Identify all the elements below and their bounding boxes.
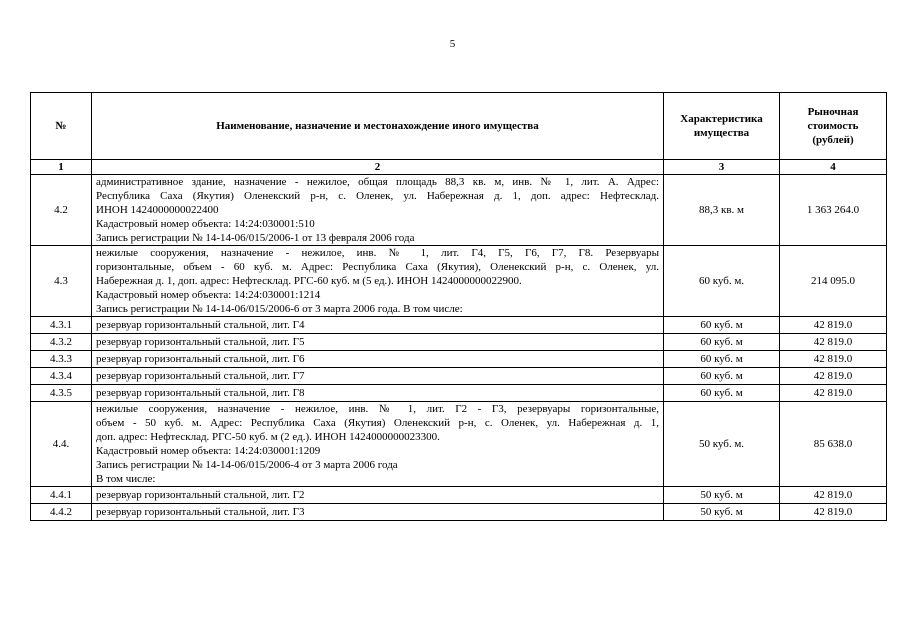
description-line: нежилые сооружения, назначение - нежилое, инв. № 1, лит. Г4, Г5, Г6, Г7, Г8. Резервуары bbox=[96, 247, 659, 259]
row-description: резервуар горизонтальный стальной, лит. Г8 bbox=[92, 385, 664, 402]
row-value: 214 095.0 bbox=[780, 246, 887, 317]
description-line: Запись регистрации № 14-14-06/015/2006-6 от 3 марта 2006 года. В том числе: bbox=[96, 303, 463, 315]
header-value-line2: стоимость bbox=[807, 120, 859, 132]
table-row bbox=[31, 246, 887, 317]
description-line: Запись регистрации № 14-14-06/015/2006-4 от 3 марта 2006 года bbox=[96, 459, 398, 471]
row-characteristic: 60 куб. м. bbox=[664, 246, 780, 317]
row-description: резервуар горизонтальный стальной, лит. Г6 bbox=[92, 351, 664, 368]
row-value: 42 819.0 bbox=[780, 385, 887, 402]
table-row bbox=[31, 175, 887, 246]
row-value: 42 819.0 bbox=[780, 351, 887, 368]
row-value: 42 819.0 bbox=[780, 334, 887, 351]
row-description bbox=[92, 402, 664, 487]
column-number-3: 3 bbox=[664, 160, 780, 175]
row-number: 4.3.1 bbox=[31, 317, 92, 334]
row-number: 4.3.5 bbox=[31, 385, 92, 402]
table-header-row bbox=[31, 93, 887, 160]
row-number: 4.3.2 bbox=[31, 334, 92, 351]
table-row bbox=[31, 504, 887, 521]
description-line: Кадастровый номер объекта: 14:24:030001:510 bbox=[96, 218, 315, 230]
row-characteristic: 50 куб. м bbox=[664, 487, 780, 504]
table-row bbox=[31, 351, 887, 368]
row-description: резервуар горизонтальный стальной, лит. Г5 bbox=[92, 334, 664, 351]
row-description: резервуар горизонтальный стальной, лит. Г3 bbox=[92, 504, 664, 521]
header-characteristic-line1: Характеристика bbox=[680, 113, 763, 125]
row-description: резервуар горизонтальный стальной, лит. Г7 bbox=[92, 368, 664, 385]
row-description bbox=[92, 246, 664, 317]
row-number: 4.3 bbox=[31, 246, 92, 317]
table-row bbox=[31, 402, 887, 487]
property-table bbox=[30, 92, 887, 521]
row-description: резервуар горизонтальный стальной, лит. Г4 bbox=[92, 317, 664, 334]
description-line: Кадастровый номер объекта: 14:24:030001:1209 bbox=[96, 445, 321, 457]
description-line: ИНОН 1424000000022400 bbox=[96, 204, 219, 216]
row-characteristic: 60 куб. м bbox=[664, 317, 780, 334]
header-value-line1: Рыночная bbox=[807, 106, 859, 118]
table-row bbox=[31, 368, 887, 385]
column-number-1: 1 bbox=[31, 160, 92, 175]
row-characteristic: 88,3 кв. м bbox=[664, 175, 780, 246]
row-characteristic: 50 куб. м. bbox=[664, 402, 780, 487]
header-characteristic-line2: имущества bbox=[693, 127, 750, 139]
description-line: В том числе: bbox=[96, 473, 156, 485]
column-number-row bbox=[31, 160, 887, 175]
description-line: доп. адрес: Нефтесклад. РГС-50 куб. м (2 ед.). ИНОН 1424000000023300. bbox=[96, 431, 440, 443]
row-number: 4.4.1 bbox=[31, 487, 92, 504]
description-line: Запись регистрации № 14-14-06/015/2006-1 от 13 февраля 2006 года bbox=[96, 232, 415, 244]
table-row bbox=[31, 334, 887, 351]
table-row bbox=[31, 487, 887, 504]
row-description: резервуар горизонтальный стальной, лит. Г2 bbox=[92, 487, 664, 504]
row-number: 4.4.2 bbox=[31, 504, 92, 521]
row-value: 42 819.0 bbox=[780, 487, 887, 504]
row-description bbox=[92, 175, 664, 246]
row-characteristic: 50 куб. м bbox=[664, 504, 780, 521]
row-value: 42 819.0 bbox=[780, 317, 887, 334]
description-line: горизонтальные, объем - 60 куб. м. Адрес: Республика Саха (Якутия), Оленекский р-н, с. Оленек, ул. bbox=[96, 261, 659, 273]
row-number: 4.2 bbox=[31, 175, 92, 246]
row-value: 1 363 264.0 bbox=[780, 175, 887, 246]
header-characteristic bbox=[664, 93, 780, 160]
description-line: административное здание, назначение - нежилое, общая площадь 88,3 кв. м, инв. № 1, лит. А. Адрес: bbox=[96, 176, 659, 188]
row-characteristic: 60 куб. м bbox=[664, 385, 780, 402]
header-value-line3: (рублей) bbox=[812, 134, 854, 146]
row-characteristic: 60 куб. м bbox=[664, 368, 780, 385]
row-value: 42 819.0 bbox=[780, 504, 887, 521]
header-market-value bbox=[780, 93, 887, 160]
description-line: Республика Саха (Якутия) Оленекский р-н, с. Оленек, ул. Набережная д. 1, доп. адрес: Нефтесклад. bbox=[96, 190, 659, 202]
description-line: нежилые сооружения, назначение - нежилое, инв. № 1, лит. Г2 - Г3, резервуары горизонтальные, bbox=[96, 403, 659, 415]
column-number-2: 2 bbox=[92, 160, 664, 175]
description-line: объем - 50 куб. м. Адрес: Республика Саха (Якутия) Оленекский р-н, с. Оленек, ул. Набережная д. 1, bbox=[96, 417, 659, 429]
row-number: 4.3.4 bbox=[31, 368, 92, 385]
row-value: 42 819.0 bbox=[780, 368, 887, 385]
description-line: Кадастровый номер объекта: 14:24:030001:1214 bbox=[96, 289, 321, 301]
row-number: 4.4. bbox=[31, 402, 92, 487]
row-characteristic: 60 куб. м bbox=[664, 351, 780, 368]
page-number: 5 bbox=[449, 38, 456, 50]
row-characteristic: 60 куб. м bbox=[664, 334, 780, 351]
table-row bbox=[31, 317, 887, 334]
row-number: 4.3.3 bbox=[31, 351, 92, 368]
header-number: № bbox=[31, 93, 92, 160]
table-row bbox=[31, 385, 887, 402]
row-value: 85 638.0 bbox=[780, 402, 887, 487]
column-number-4: 4 bbox=[780, 160, 887, 175]
description-line: Набережная д. 1, доп. адрес: Нефтесклад. РГС-60 куб. м (5 ед.). ИНОН 1424000000022900. bbox=[96, 275, 522, 287]
header-name: Наименование, назначение и местонахождение иного имущества bbox=[92, 93, 664, 160]
